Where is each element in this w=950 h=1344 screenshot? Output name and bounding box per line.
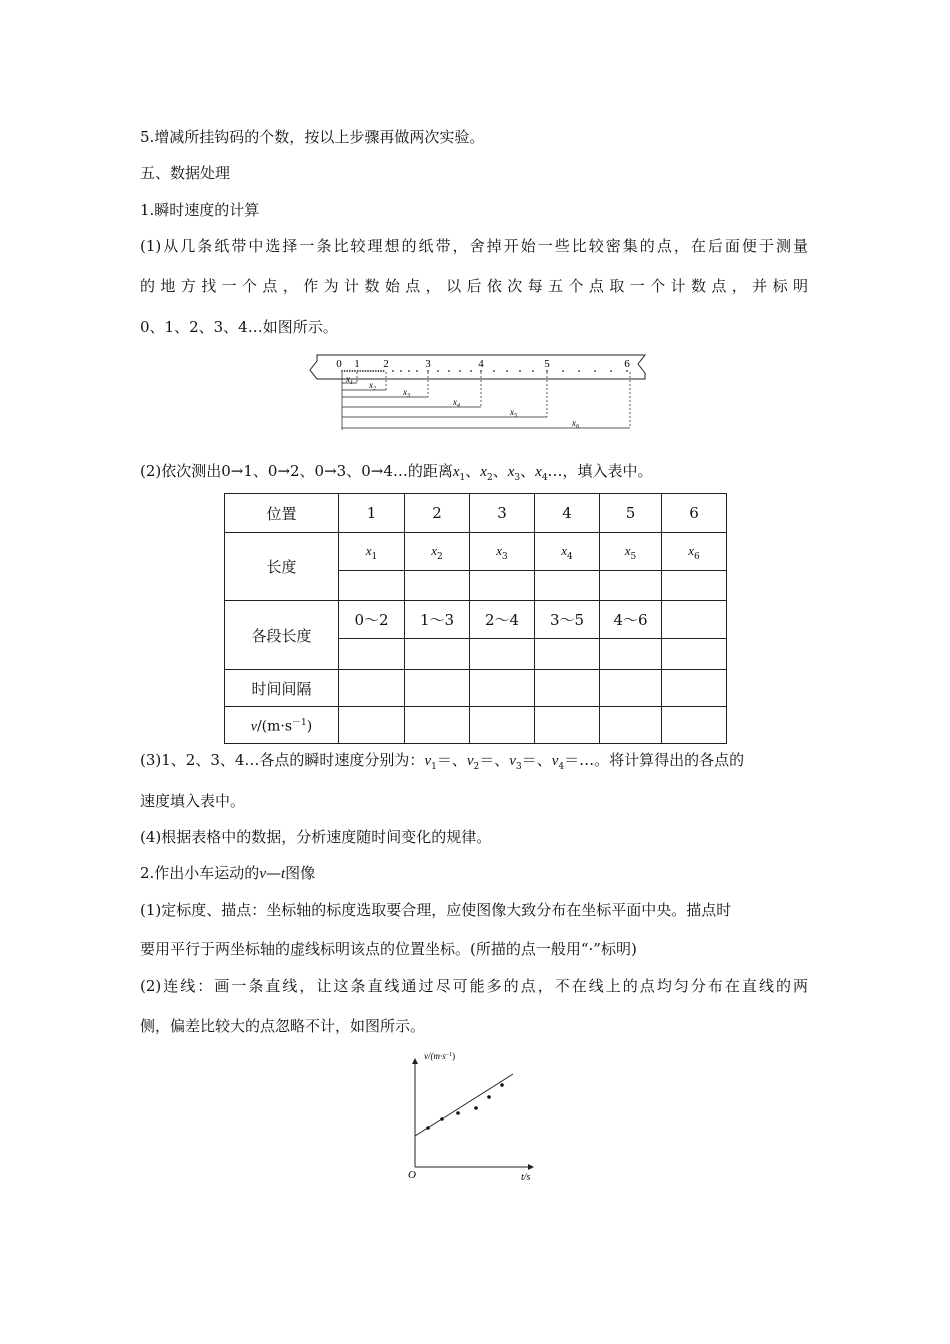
tape-distance-label: $x_4$	[453, 397, 460, 409]
table-header-cell: 长度	[225, 533, 339, 601]
table-cell: 1～3	[405, 601, 470, 639]
para1-line2: 的地方找一个点，作为计数始点，以后依次每五个点取一个计数点，并标明	[140, 277, 808, 295]
paper-tape-figure	[305, 352, 650, 434]
tape-dots	[341, 370, 628, 372]
data-point	[487, 1095, 491, 1099]
tape-distance-label: $x_5$	[510, 407, 517, 419]
table-row-interval	[225, 670, 727, 707]
tape-dot	[359, 370, 361, 372]
table-cell	[339, 707, 405, 744]
tape-dot	[470, 370, 472, 372]
table-cell	[662, 670, 727, 707]
table-header-cell: 各段长度	[225, 601, 339, 670]
para5-line2: 要用平行于两坐标轴的虚线标明该点的位置坐标。(所描的点一般用“·”标明)	[140, 940, 637, 958]
tape-dot	[519, 370, 521, 372]
table-cell	[339, 670, 405, 707]
table-cell: 2	[405, 494, 470, 533]
table-cell	[405, 639, 470, 670]
table-cell: 2～4	[470, 601, 535, 639]
data-point	[440, 1117, 444, 1121]
tape-point-label: 5	[544, 358, 550, 370]
table-row-position	[225, 494, 727, 533]
x-axis-label: t/s	[521, 1172, 531, 1183]
table-cell: $x_4$	[535, 533, 600, 571]
table-cell	[535, 670, 600, 707]
para1-line3: 0、1、2、3、4…如图所示。	[140, 318, 338, 336]
tape-distance-label: $x_2$	[369, 380, 376, 392]
table-cell	[600, 639, 662, 670]
table-cell	[339, 639, 405, 670]
table-cell: 4～6	[600, 601, 662, 639]
tape-dot	[626, 370, 628, 372]
table-cell	[470, 571, 535, 601]
tape-dot	[392, 370, 394, 372]
table-header-cell: $v/(m\cdot s^{-1})$	[225, 707, 339, 744]
tape-distance-label: $x_6$	[572, 418, 579, 430]
tape-dot	[400, 370, 402, 372]
table-cell: $x_5$	[600, 533, 662, 571]
fit-line	[415, 1074, 513, 1136]
tape-dot	[562, 370, 564, 372]
para3-line1: (3)1、2、3、4…各点的瞬时速度分别为：$v_1=$、$v_2=$、$v_3=$、$v_4=\dots$。将计算得出的各点的	[140, 751, 745, 772]
tape-dot	[378, 370, 380, 372]
tape-dot	[354, 370, 356, 372]
data-point	[426, 1126, 430, 1130]
tape-dot	[546, 370, 548, 372]
table-cell	[535, 571, 600, 601]
table-cell	[535, 639, 600, 670]
tape-dot	[532, 370, 534, 372]
para3-line2: 速度填入表中。	[140, 792, 246, 810]
para4: (4)根据表格中的数据，分析速度随时间变化的规律。	[140, 828, 492, 846]
tape-dot	[459, 370, 461, 372]
table-cell	[600, 670, 662, 707]
tape-dot	[408, 370, 410, 372]
table-cell: 3～5	[535, 601, 600, 639]
tape-distance-label: $x_3$	[403, 387, 410, 399]
data-table	[224, 493, 727, 744]
subsection1-heading: 1.瞬时速度的计算	[140, 201, 260, 219]
table-cell	[662, 639, 727, 670]
data-point	[500, 1083, 504, 1087]
tape-dot	[437, 370, 439, 372]
data-point	[474, 1106, 478, 1110]
table-cell: $x_1$	[339, 533, 405, 571]
table-cell	[470, 670, 535, 707]
table-cell	[339, 571, 405, 601]
table-cell: 3	[470, 494, 535, 533]
table-cell	[470, 707, 535, 744]
table-cell	[662, 707, 727, 744]
table-cell: 0～2	[339, 601, 405, 639]
para6-line2: 侧，偏差比较大的点忽略不计，如图所示。	[140, 1017, 426, 1035]
tape-point-label: 3	[425, 358, 431, 370]
tape-dot	[594, 370, 596, 372]
table-cell	[405, 707, 470, 744]
table-cell	[405, 571, 470, 601]
tape-dot	[493, 370, 495, 372]
tape-dot	[578, 370, 580, 372]
table-cell: 5	[600, 494, 662, 533]
table-cell	[470, 639, 535, 670]
table-cell	[662, 571, 727, 601]
tape-point-labels	[336, 358, 630, 370]
tape-dot	[610, 370, 612, 372]
tape-dot	[362, 370, 364, 372]
table-header-cell: 时间间隔	[225, 670, 339, 707]
section5-heading: 五、数据处理	[140, 164, 231, 182]
tape-dot	[346, 370, 348, 372]
tape-dot	[341, 370, 343, 372]
tape-dot	[506, 370, 508, 372]
table-header-cell: 位置	[225, 494, 339, 533]
table-cell	[662, 601, 727, 639]
data-point	[456, 1111, 460, 1115]
tape-dot	[380, 370, 382, 372]
table-row-length	[225, 533, 727, 571]
tape-distance-labels	[345, 374, 579, 430]
y-axis-label: $v/(m\cdot s^{-1})$	[424, 1051, 456, 1061]
tape-dot	[349, 370, 351, 372]
tape-dot	[427, 370, 429, 372]
para2: (2)依次测出0→1、0→2、0→3、0→4…的距离$x_1$、$x_2$、$x_3$、$x_4\dots$，填入表中。	[140, 462, 653, 483]
para1-line1: (1)从几条纸带中选择一条比较理想的纸带，舍掉开始一些比较密集的点，在后面便于测量	[140, 237, 808, 255]
tape-point-label: 2	[383, 358, 389, 370]
tape-dot	[375, 370, 377, 372]
tape-dot	[416, 370, 418, 372]
tape-dot	[480, 370, 482, 372]
para5-line1: (1)定标度、描点：坐标轴的标度选取要合理，应使图像大致分布在坐标平面中央。描点时	[140, 901, 732, 919]
tape-dot	[352, 370, 354, 372]
table-cell: 1	[339, 494, 405, 533]
table-row-velocity	[225, 707, 727, 744]
table-cell: $x_6$	[662, 533, 727, 571]
subsection2-heading: 2.作出小车运动的v—t图像	[140, 864, 316, 882]
tape-dot	[344, 370, 346, 372]
step5-paragraph: 5.增减所挂钩码的个数，按以上步骤再做两次实验。	[140, 128, 485, 146]
table-cell: $x_2$	[405, 533, 470, 571]
table-row-segment	[225, 601, 727, 639]
tape-point-label: 0	[336, 358, 342, 370]
table-cell: $x_3$	[470, 533, 535, 571]
para6-line1: (2)连线：画一条直线，让这条直线通过尽可能多的点，不在线上的点均匀分布在直线的两	[140, 977, 808, 995]
tape-point-label: 6	[624, 358, 630, 370]
table-cell: 4	[535, 494, 600, 533]
tape-dot	[357, 370, 359, 372]
table-cell	[405, 670, 470, 707]
table-cell: 6	[662, 494, 727, 533]
tape-dot	[367, 370, 369, 372]
tape-distance-label: $x_1$	[346, 374, 353, 386]
table-cell	[600, 707, 662, 744]
table-cell	[535, 707, 600, 744]
tape-dot	[383, 370, 385, 372]
tape-point-label: 4	[478, 358, 484, 370]
tape-dot	[372, 370, 374, 372]
vt-graph	[405, 1047, 545, 1187]
tape-dot	[448, 370, 450, 372]
data-points	[426, 1083, 504, 1130]
origin-label: O	[408, 1169, 416, 1181]
tape-point-label: 1	[354, 358, 360, 370]
tape-dot	[370, 370, 372, 372]
tape-dot	[365, 370, 367, 372]
table-cell	[600, 571, 662, 601]
